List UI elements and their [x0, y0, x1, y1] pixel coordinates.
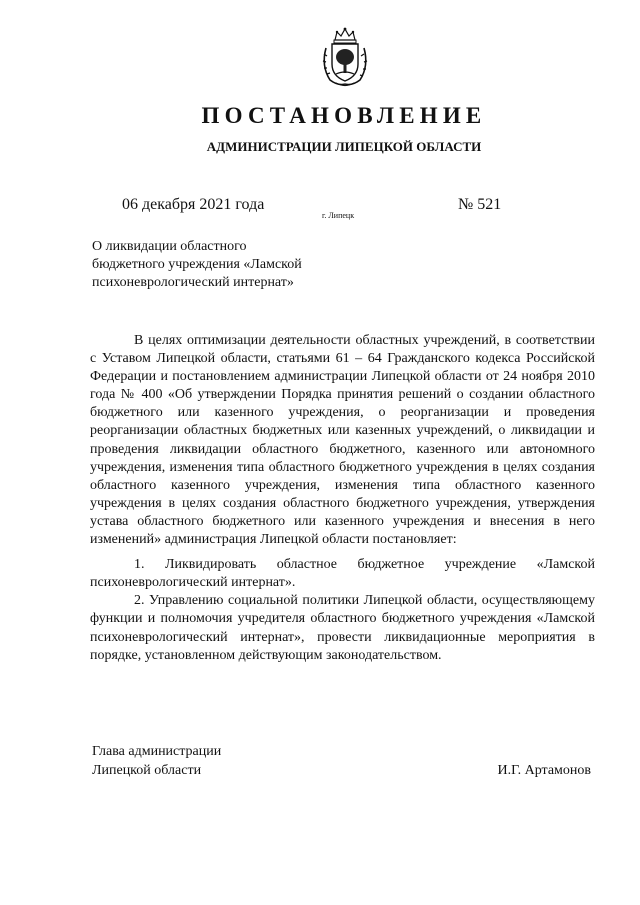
signature-block [92, 742, 595, 780]
document-title: ПОСТАНОВЛЕНИЕ [201, 103, 487, 128]
body-paragraph-item-1: 1. Ликвидировать областное бюджетное учреждение «Ламской психоневрологический интернат». [90, 557, 595, 591]
signatory-name: И.Г. Артамонов [497, 763, 591, 778]
subject-line: бюджетного учреждения «Ламской [92, 257, 302, 272]
document-city: г. Липецк [322, 211, 355, 220]
body-paragraph-preamble: В целях оптимизации деятельности областных учреждений, в соответствии с Уставом Липецкой области, статьями 61 – 64 Гражданского кодекса Российской Федерации и постановлением администрации Липецкой области от 24 ноября 2010 года № 400 «Об утверждении Порядка принятия решений о создании областного бюджетного или казенного учреждения, о реорганизации и проведения реорганизации областных бюджетных или казенных учреждений, о ликвидации и проведения ликвидации областного бюджетного, казенного или автономного учреждения, изменения типа областного бюджетного учреждения в целях создания областного казенного учреждения, изменения типа областного казенного учреждения в целях создания областного бюджетного учреждения, утверждения устава областного бюджетного или казенного учреждения и внесения в него изменений» администрация Липецкой области постановляет: [90, 333, 595, 548]
document-number: № 521 [458, 196, 502, 213]
subject-line: психоневрологический интернат» [92, 275, 294, 290]
signatory-position-line: Глава администрации [92, 744, 222, 759]
document-subject [92, 238, 352, 292]
document-subtitle: АДМИНИСТРАЦИИ ЛИПЕЦКОЙ ОБЛАСТИ [206, 139, 482, 154]
document-date: 06 декабря 2021 года [122, 196, 265, 213]
body-paragraph-item-2: 2. Управлению социальной политики Липецкой области, осуществляющему функции и полномочия учредителя областного бюджетного учреждения «Ламской психоневрологический интернат», провести ликвидационные мероприятия в порядке, установленном действующим законодательством. [90, 593, 595, 663]
document-body [90, 332, 595, 665]
subject-line: О ликвидации областного [92, 239, 247, 254]
signatory-position-line: Липецкой области [92, 763, 202, 778]
coat-of-arms-icon [318, 26, 372, 88]
